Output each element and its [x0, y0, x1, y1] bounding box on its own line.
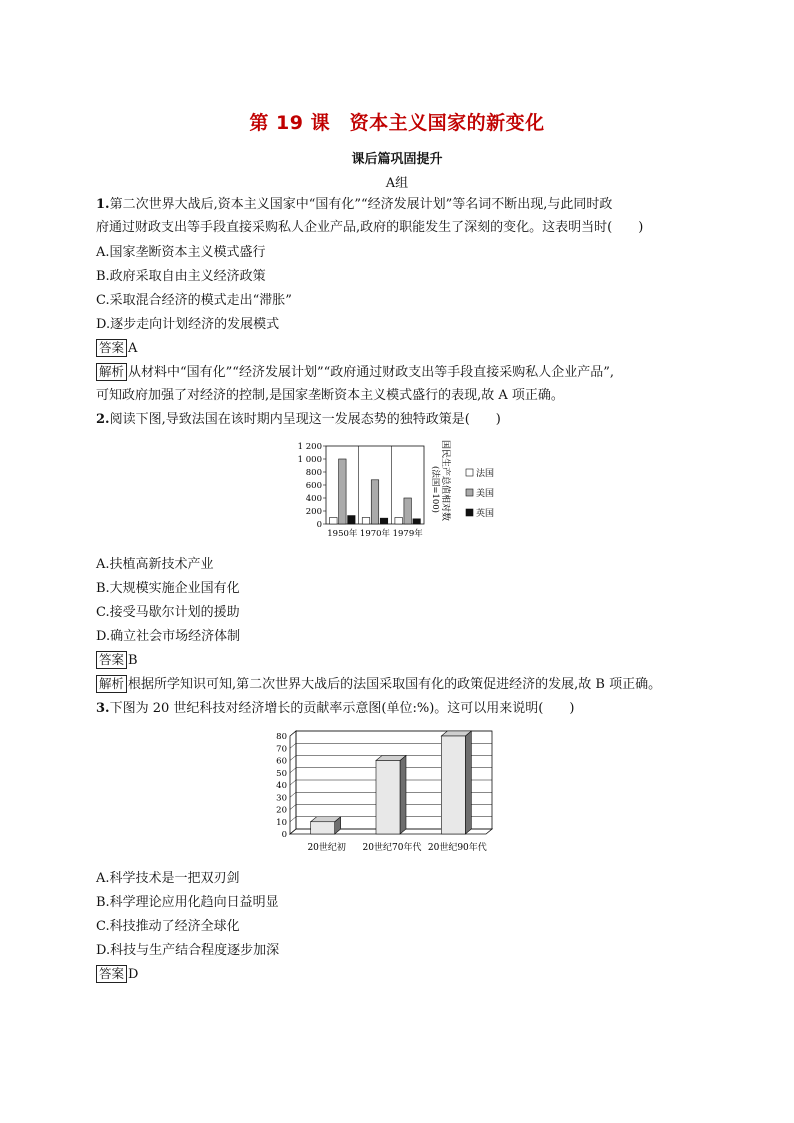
- chart1-legend-label: 英国: [476, 509, 495, 519]
- q3-number: 3.: [96, 701, 110, 716]
- q2-analysis-text: 根据所学知识可知,第二次世界大战后的法国采取国有化的政策促进经济的发展,故 B 项正确。: [128, 677, 662, 692]
- q1-stem-line1: [96, 193, 716, 216]
- chart1-legend-label: 美国: [476, 489, 495, 499]
- q1-option-d: D.逐步走向计划经济的发展模式: [96, 317, 280, 332]
- chart1-bar: [330, 518, 338, 525]
- chart2-bar: [311, 817, 341, 834]
- chart2-bar-front: [376, 761, 400, 835]
- chart1-bar: [404, 498, 412, 524]
- chart1-legend-swatch: [466, 469, 473, 476]
- chart2-ytick-label: 70: [276, 744, 287, 755]
- chart1-bar: [380, 518, 388, 524]
- chart2-ytick-label: 0: [281, 830, 287, 840]
- chart1-ytick-label: 800: [305, 468, 322, 478]
- q3-option-c: C.科技推动了经济全球化: [96, 919, 240, 934]
- q2-option-d: D.确立社会市场经济体制: [96, 629, 241, 644]
- chart2-ytick-label: 50: [276, 768, 287, 779]
- q1-option-b: B.政府采取自由主义经济政策: [96, 269, 266, 284]
- chart1-ytick-label: 400: [305, 494, 322, 504]
- q1-option-c: C.采取混合经济的模式走出“滞胀”: [96, 293, 292, 308]
- q2-option-a: A.扶植高新技术产业: [96, 557, 214, 572]
- chart2-ytick-label: 10: [276, 817, 287, 828]
- chart1-legend-swatch: [466, 509, 473, 516]
- chart-gdp-comparison: [290, 436, 510, 546]
- q2-stem-text: 阅读下图,导致法国在该时期内呈现这一发展态势的独特政策是( ): [109, 412, 501, 427]
- q2-number: 2.: [96, 412, 110, 427]
- q1-option-a: A.国家垄断资本主义模式盛行: [96, 245, 266, 260]
- chart1-bar: [362, 518, 370, 525]
- q3-answer: [96, 963, 716, 986]
- q2-analysis: [96, 673, 716, 696]
- chart1-bar: [339, 459, 347, 524]
- chart2-bar-front: [441, 736, 465, 834]
- q3-answer-value: D: [128, 967, 139, 982]
- chart1-legend-swatch: [466, 489, 473, 496]
- chart2-xtick-label: 20世纪90年代: [427, 843, 487, 853]
- section-subtitle: 课后篇巩固提升: [351, 152, 443, 167]
- q3-option-d: D.科技与生产结合程度逐步加深: [96, 943, 280, 958]
- chart1-ylabel: 国民生产总值相对数: [440, 440, 450, 522]
- chart1-ytick-label: 1 000: [297, 455, 322, 465]
- chart2-bar: [441, 731, 471, 834]
- q1-stem-text1: 第二次世界大战后,资本主义国家中“国有化”“经济发展计划”等名词不断出现,与此同时政: [109, 197, 613, 212]
- q1-number: 1.: [96, 197, 110, 212]
- q1-analysis-line2: 可知政府加强了对经济的控制,是国家垄断资本主义模式盛行的表现,故 A 项正确。: [96, 388, 564, 403]
- chart2-ytick-label: 20: [276, 805, 287, 816]
- page-title: 第 19 课 资本主义国家的新变化: [249, 112, 545, 134]
- q1-answer: [96, 337, 716, 360]
- analysis-tag: 解析: [96, 675, 127, 693]
- chart2-xtick-label: 20世纪初: [307, 843, 346, 853]
- chart1-ytick-label: 0: [316, 520, 322, 530]
- q3-option-b: B.科学理论应用化趋向日益明显: [96, 895, 279, 910]
- chart1-bar: [395, 518, 403, 525]
- chart2-xtick-label: 20世纪70年代: [362, 843, 422, 853]
- chart2-ytick-label: 60: [276, 756, 287, 767]
- q2-option-b: B.大规模实施企业国有化: [96, 581, 240, 596]
- chart2-ytick-label: 30: [276, 793, 287, 804]
- chart-tech-contribution: [268, 728, 528, 856]
- q2-stem: [96, 408, 716, 431]
- chart2-ytick-label: 40: [276, 781, 287, 791]
- analysis-tag: 解析: [96, 363, 127, 381]
- q3-stem-text: 下图为 20 世纪科技对经济增长的贡献率示意图(单位:%)。这可以用来说明( ): [109, 701, 575, 716]
- q2-option-c: C.接受马歇尔计划的援助: [96, 605, 240, 620]
- chart1-legend-label: 法国: [476, 469, 495, 479]
- answer-tag: 答案: [96, 651, 127, 669]
- chart1-xtick-label: 1979年: [392, 529, 423, 539]
- chart1-bar: [348, 516, 355, 524]
- chart1-xtick-label: 1950年: [327, 529, 358, 539]
- chart1-ytick-label: 1 200: [297, 442, 322, 452]
- chart1-bar: [413, 519, 421, 524]
- answer-tag: 答案: [96, 965, 127, 983]
- chart1-ylabel-note: (法国=100): [430, 466, 440, 513]
- chart2-bar-side: [465, 731, 471, 834]
- chart1-ytick-label: 600: [305, 481, 322, 491]
- q1-answer-value: A: [128, 341, 138, 356]
- group-label: A组: [385, 176, 409, 191]
- q2-answer-value: B: [128, 653, 138, 668]
- answer-tag: 答案: [96, 339, 127, 357]
- chart1-xtick-label: 1970年: [359, 529, 391, 539]
- q1-analysis-line1: [96, 361, 716, 384]
- q1-analysis-text1: 从材料中“国有化”“经济发展计划”“政府通过财政支出等手段直接采购私人企业产品”,: [128, 365, 615, 380]
- chart2-bar-side: [400, 756, 406, 835]
- chart2-ytick-label: 80: [276, 732, 287, 742]
- q3-stem: [96, 697, 716, 720]
- q3-option-a: A.科学技术是一把双刃剑: [96, 871, 240, 886]
- chart1-ytick-label: 200: [305, 507, 322, 517]
- q1-stem-line2: 府通过财政支出等手段直接采购私人企业产品,政府的职能发生了深刻的变化。这表明当时( ): [96, 220, 644, 235]
- q2-answer: [96, 649, 716, 672]
- chart1-bar: [371, 480, 379, 524]
- chart2-bar-front: [311, 822, 335, 834]
- chart2-bar: [376, 756, 406, 835]
